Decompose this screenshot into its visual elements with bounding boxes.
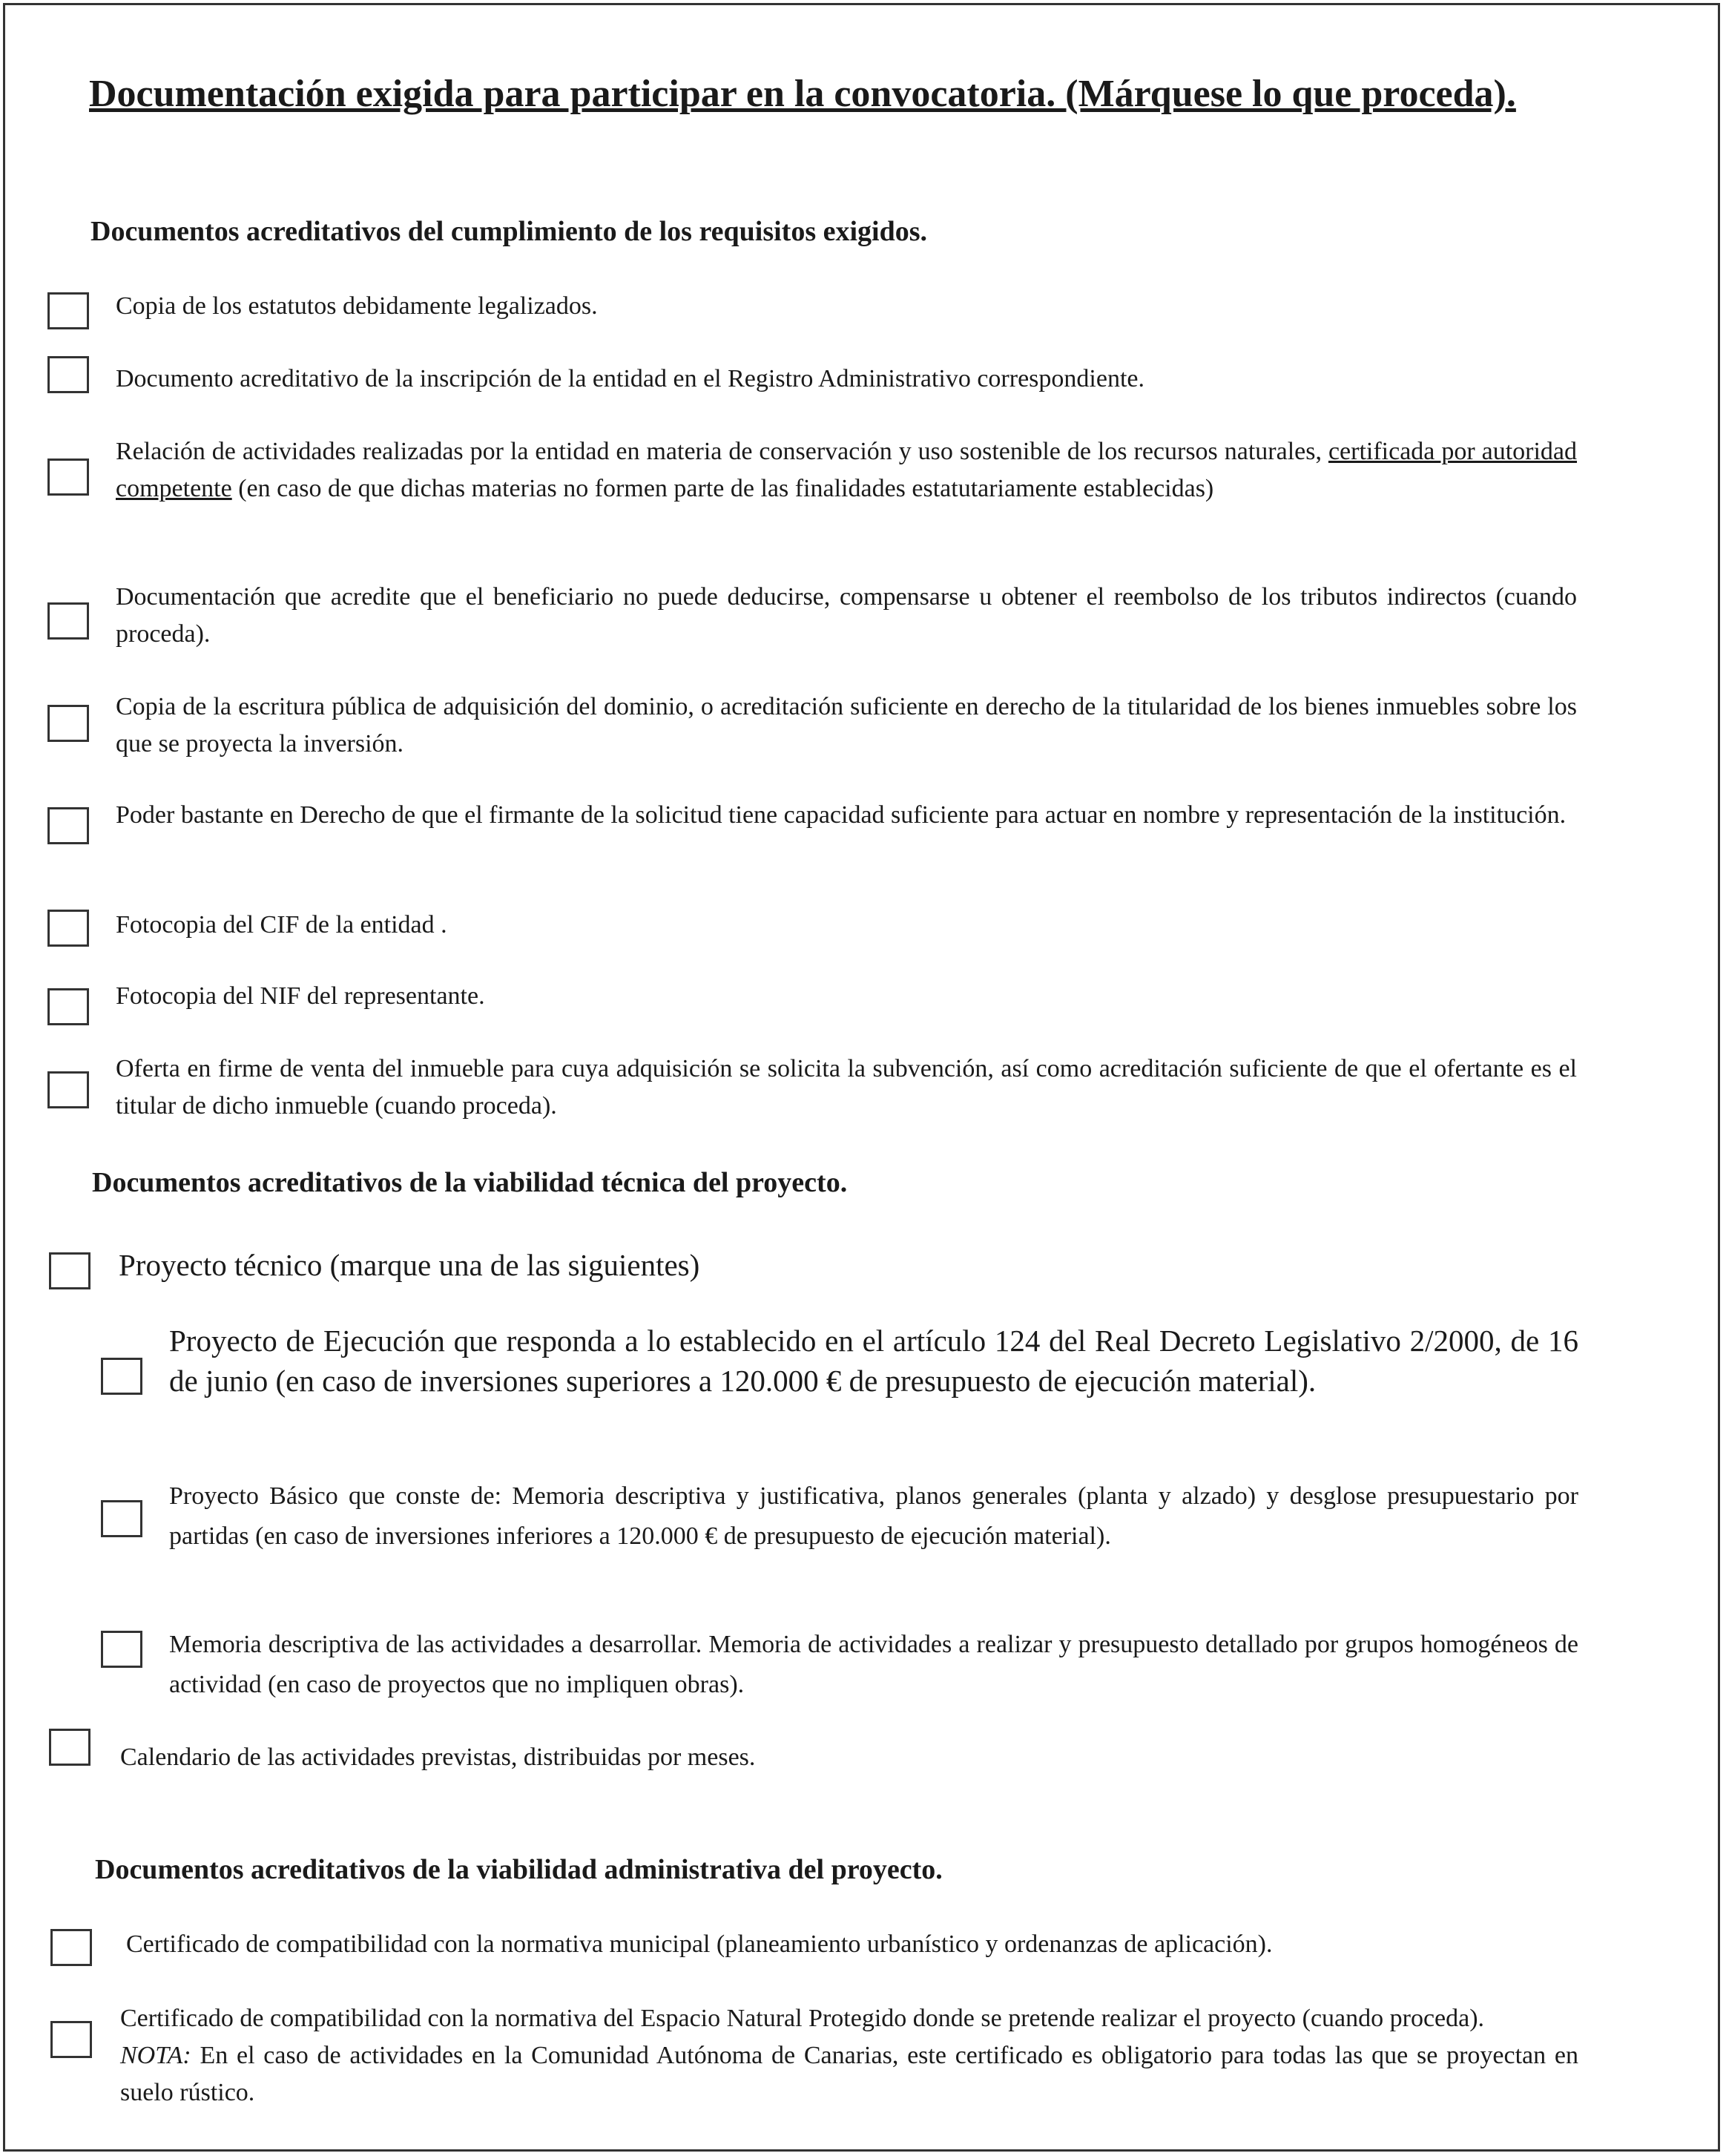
item-calendario: Calendario de las actividades previstas, distribuidas por meses. bbox=[120, 1743, 756, 1771]
checkbox-estatutos[interactable] bbox=[47, 292, 89, 329]
checkbox-poder[interactable] bbox=[47, 807, 89, 844]
checkbox-oferta[interactable] bbox=[47, 1071, 89, 1108]
item-nif: Fotocopia del NIF del representante. bbox=[116, 982, 485, 1010]
checkbox-espacio-natural[interactable] bbox=[50, 2021, 92, 2058]
item-escritura: Copia de la escritura pública de adquisición del dominio, o acreditación suficiente en derecho de la titularidad de los bienes inmuebles sobre los que se proyecta la inversión. bbox=[116, 693, 1577, 757]
espacio-text: Certificado de compatibilidad con la normativa del Espacio Natural Protegido donde se pretende realizar el proyecto (cuando proceda). bbox=[120, 2005, 1485, 2032]
section-heading-administrativa: Documentos acreditativos de la viabilidad administrativa del proyecto. bbox=[95, 1854, 943, 1885]
checkbox-escritura[interactable] bbox=[47, 705, 89, 742]
item-proyecto-tecnico: Proyecto técnico (marque una de las siguientes) bbox=[119, 1248, 700, 1282]
checkbox-normativa-municipal[interactable] bbox=[50, 1929, 92, 1966]
item-espacio-natural bbox=[120, 2000, 1578, 2111]
section-heading-tecnica: Documentos acreditativos de la viabilidad técnica del proyecto. bbox=[92, 1167, 848, 1198]
checkbox-proyecto-basico[interactable] bbox=[101, 1500, 142, 1537]
relacion-text-underlined: certificada por autoridad competente bbox=[116, 438, 1578, 502]
checkbox-nif[interactable] bbox=[47, 988, 89, 1025]
document-title: Documentación exigida para participar en la convocatoria. (Márquese lo que proceda). bbox=[89, 73, 1516, 115]
checkbox-inscripcion[interactable] bbox=[47, 356, 89, 393]
item-cif: Fotocopia del CIF de la entidad . bbox=[116, 911, 447, 939]
item-inscripcion: Documento acreditativo de la inscripción de la entidad en el Registro Administrativo correspondiente. bbox=[116, 365, 1144, 392]
relacion-text-b: (en caso de que dichas materias no formen parte de las finalidades estatutariamente establecidas) bbox=[231, 475, 1214, 502]
checkbox-proyecto-tecnico[interactable] bbox=[49, 1252, 90, 1289]
item-memoria-descriptiva: Memoria descriptiva de las actividades a desarrollar. Memoria de actividades a realizar y presupuesto detallado por grupos homogéneos de actividad (en caso de proyectos que no impliquen obras). bbox=[169, 1631, 1578, 1698]
item-normativa-municipal: Certificado de compatibilidad con la normativa municipal (planeamiento urbanístico y ordenanzas de aplicación). bbox=[126, 1930, 1273, 1958]
checkbox-cif[interactable] bbox=[47, 910, 89, 947]
item-relacion-actividades bbox=[116, 433, 1577, 507]
item-proyecto-ejecucion: Proyecto de Ejecución que responda a lo establecido en el artículo 124 del Real Decreto Legislativo 2/2000, de 16 de junio (en caso de inversiones superiores a 120.000 € de presupuesto de ejecución material). bbox=[169, 1324, 1578, 1398]
checkbox-proyecto-ejecucion[interactable] bbox=[101, 1358, 142, 1395]
checkbox-calendario[interactable] bbox=[49, 1729, 90, 1766]
checkbox-tributos[interactable] bbox=[47, 602, 89, 640]
section-heading-requisitos: Documentos acreditativos del cumplimiento de los requisitos exigidos. bbox=[90, 216, 928, 247]
checkbox-memoria-descriptiva[interactable] bbox=[101, 1631, 142, 1668]
nota-label: NOTA: bbox=[120, 2042, 191, 2069]
checkbox-relacion-actividades[interactable] bbox=[47, 459, 89, 496]
relacion-text-a: Relación de actividades realizadas por la entidad en materia de conservación y uso sostenible de los recursos naturales, bbox=[116, 438, 1328, 465]
item-proyecto-basico: Proyecto Básico que conste de: Memoria descriptiva y justificativa, planos generales (planta y alzado) y desglose presupuestario por partidas (en caso de inversiones inferiores a 120.000 € de presupuesto de ejecución material). bbox=[169, 1482, 1578, 1550]
item-poder: Poder bastante en Derecho de que el firmante de la solicitud tiene capacidad suficiente para actuar en nombre y representación de la institución. bbox=[116, 801, 1567, 829]
item-estatutos: Copia de los estatutos debidamente legalizados. bbox=[116, 292, 598, 320]
item-tributos: Documentación que acredite que el beneficiario no puede deducirse, compensarse u obtener el reembolso de los tributos indirectos (cuando proceda). bbox=[116, 583, 1577, 648]
nota-text: En el caso de actividades en la Comunidad Autónoma de Canarias, este certificado es obligatorio para todas las que se proyectan en suelo rústico. bbox=[120, 2042, 1578, 2106]
item-oferta: Oferta en firme de venta del inmueble para cuya adquisición se solicita la subvención, así como acreditación suficiente de que el ofertante es el titular de dicho inmueble (cuando proceda). bbox=[116, 1055, 1577, 1120]
